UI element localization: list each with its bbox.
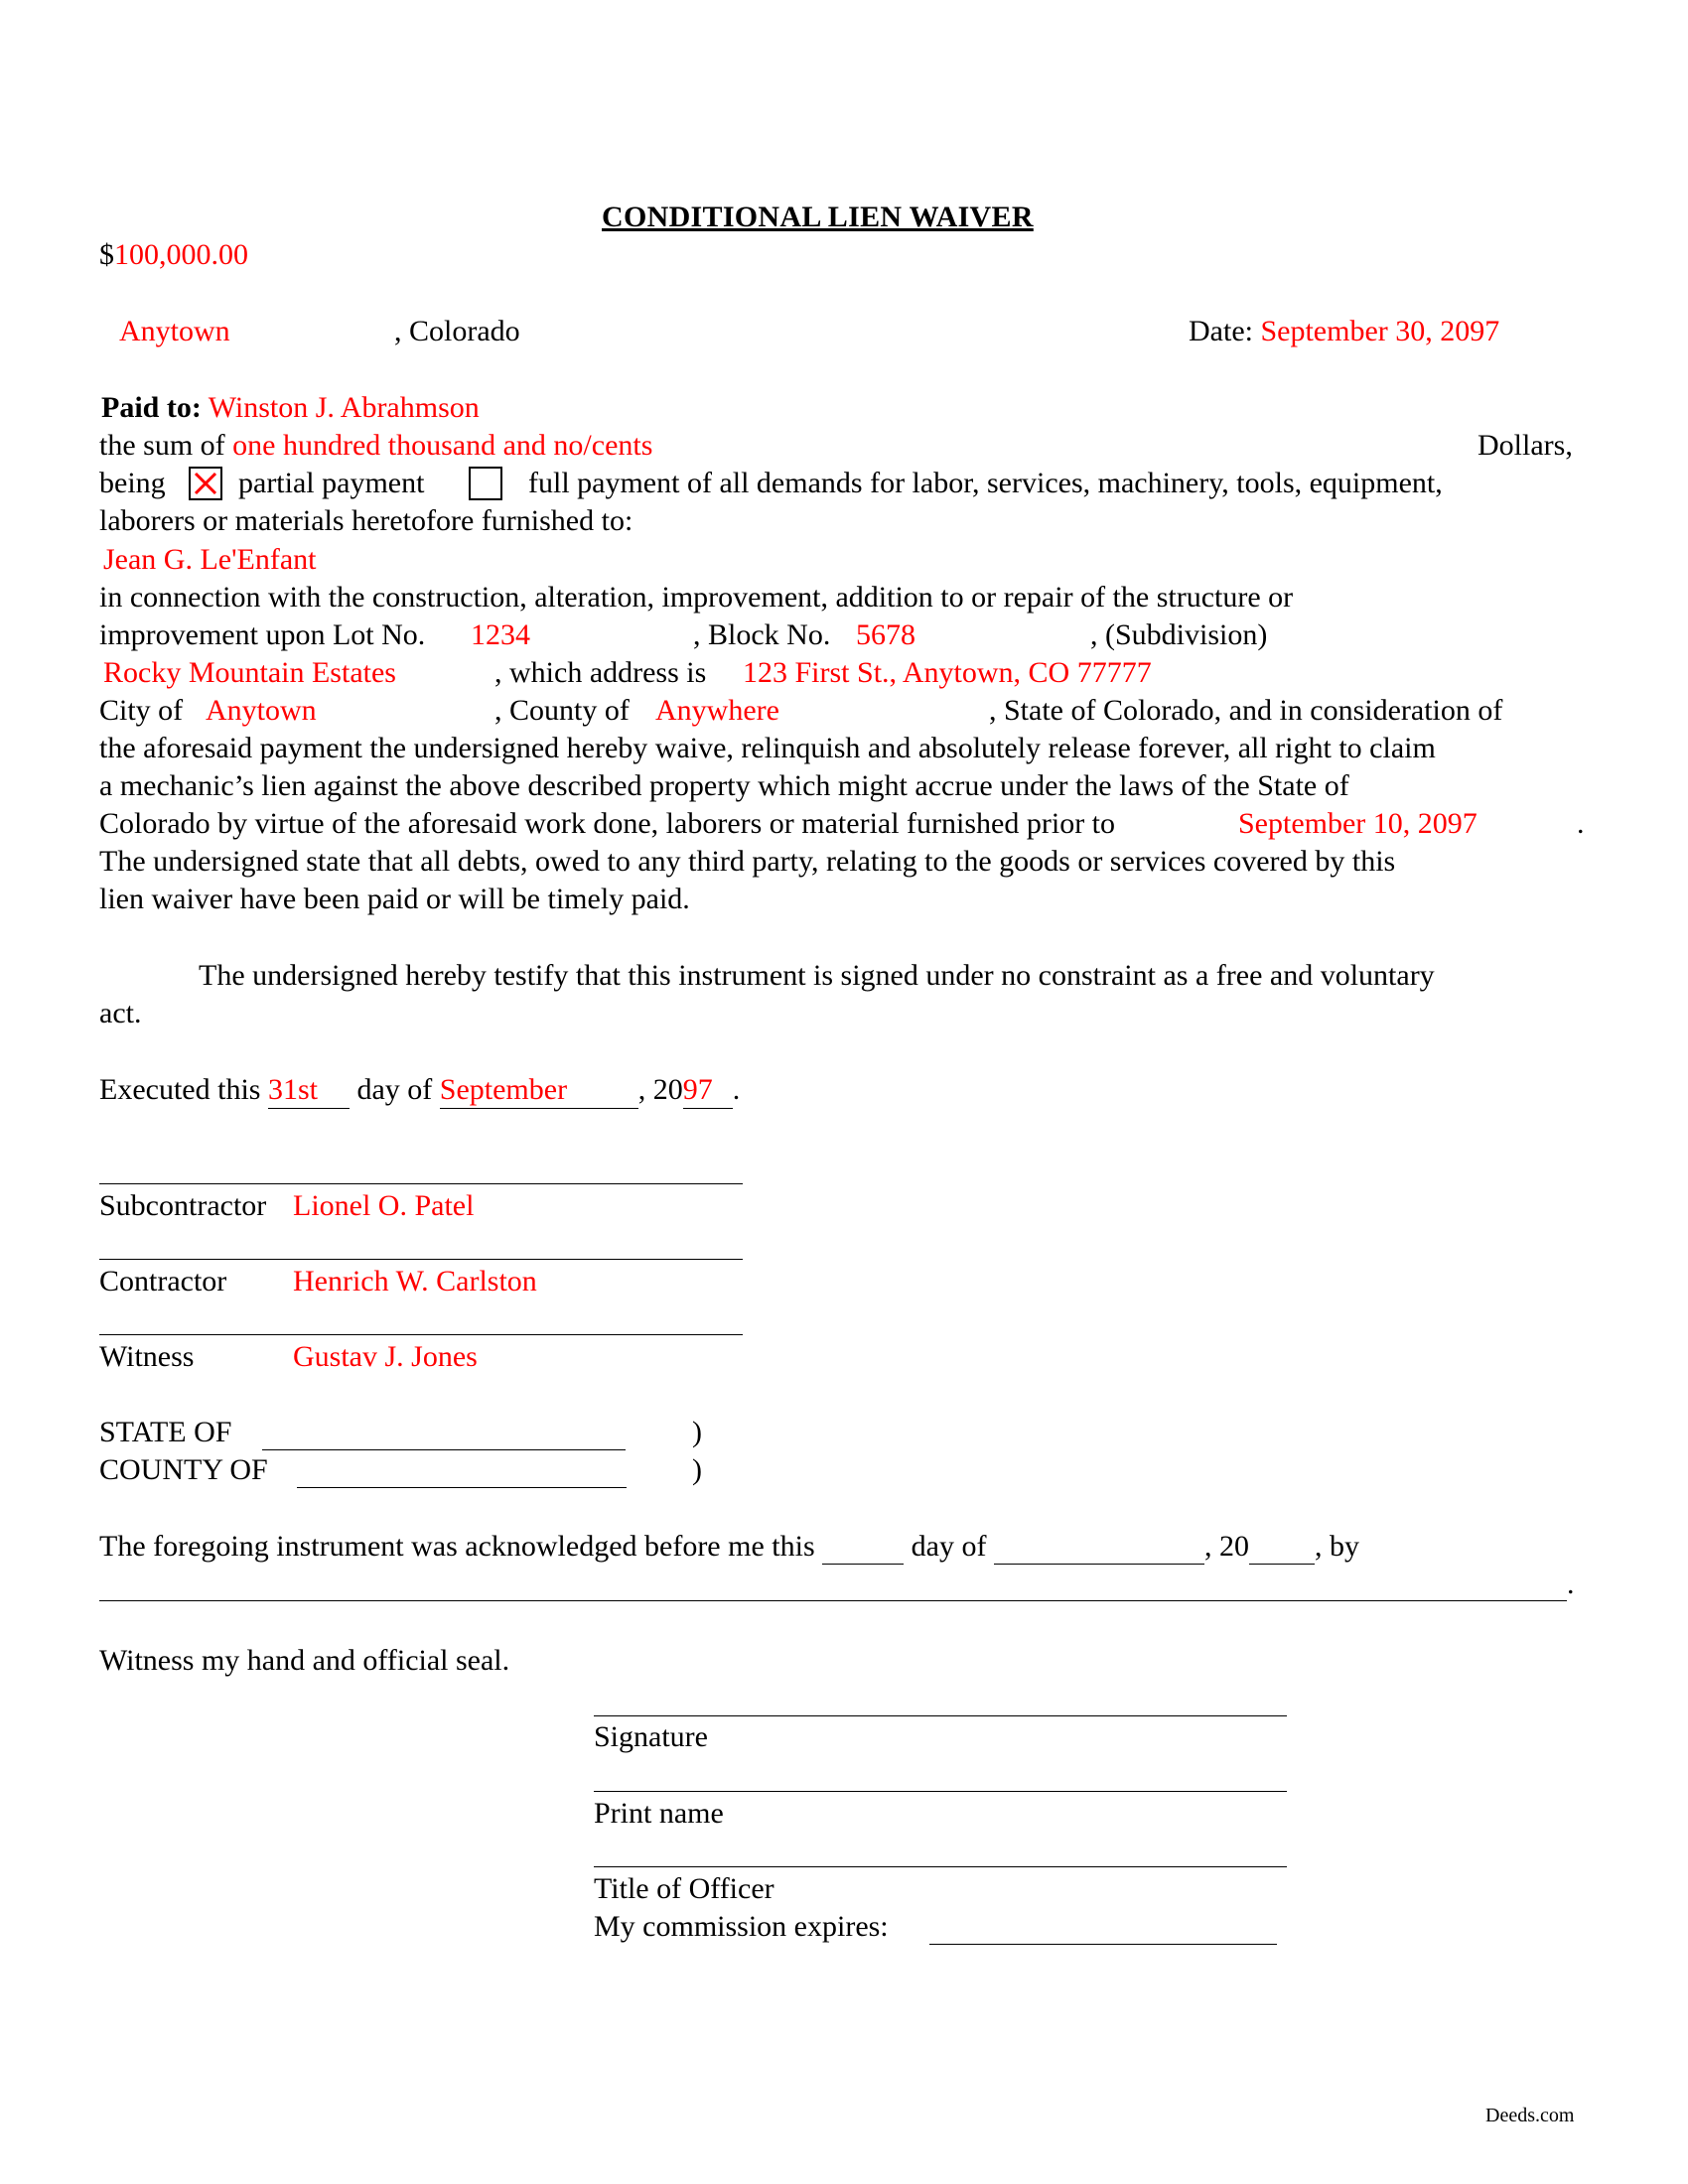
furnished-to-name: Jean G. Le'Enfant: [103, 543, 317, 576]
debts-line-2: lien waiver have been paid or will be timely paid.: [99, 883, 690, 915]
county-value: Anywhere: [655, 694, 779, 727]
testify-line-1: The undersigned hereby testify that this instrument is signed under no constraint as a free and voluntary: [199, 959, 1435, 992]
ack-by: , by: [1314, 1530, 1359, 1563]
paid-to-value: Winston J. Abrahmson: [208, 391, 480, 424]
executed-day: 31st: [268, 1073, 350, 1109]
sum-line: [99, 429, 652, 464]
subcontractor-role: Subcontractor: [99, 1189, 267, 1222]
city-value: Anytown: [206, 694, 317, 727]
testify-line-2: act.: [99, 997, 142, 1029]
lot-number: 1234: [471, 618, 530, 651]
executed-year: 97: [683, 1073, 733, 1109]
subdivision-label: , (Subdivision): [1090, 618, 1268, 651]
dollar-sign: $: [99, 238, 114, 271]
ack-line: [99, 1530, 1359, 1565]
executed-year-prefix: , 20: [637, 1073, 683, 1106]
notary-county-label: COUNTY OF: [99, 1453, 268, 1486]
notary-signature-line[interactable]: [594, 1715, 1287, 1716]
contractor-name: Henrich W. Carlston: [293, 1265, 537, 1297]
commission-label: My commission expires:: [594, 1910, 889, 1943]
paid-to-line: [101, 391, 480, 426]
footer-brand: Deeds.com: [1485, 2105, 1575, 2126]
sum-prefix: the sum of: [99, 429, 225, 462]
ack-day-blank[interactable]: [822, 1534, 904, 1565]
sum-value: one hundred thousand and no/cents: [232, 429, 653, 462]
block-number: 5678: [856, 618, 915, 651]
property-address: 123 First St., Anytown, CO 77777: [743, 656, 1152, 689]
body-line-2: a mechanic’s lien against the above described property which might accrue under the laws of the State of: [99, 769, 1349, 802]
location-state: , Colorado: [394, 315, 520, 347]
prior-text: Colorado by virtue of the aforesaid work done, laborers or material furnished prior to: [99, 807, 1116, 840]
witness-role: Witness: [99, 1340, 195, 1373]
amount-line: [99, 238, 248, 273]
subcontractor-name: Lionel O. Patel: [293, 1189, 475, 1222]
amount-value: 100,000.00: [114, 238, 248, 271]
connection-line: in connection with the construction, alteration, improvement, addition to or repair of the structure or: [99, 581, 1294, 614]
address-label: , which address is: [494, 656, 707, 689]
contractor-role: Contractor: [99, 1265, 227, 1297]
notary-print-name-line[interactable]: [594, 1791, 1287, 1792]
ack-day-of: day of: [911, 1530, 987, 1563]
notary-county-blank[interactable]: [297, 1487, 627, 1488]
print-name-label: Print name: [594, 1797, 724, 1830]
paid-to-label: Paid to:: [101, 391, 202, 424]
executed-day-of: day of: [356, 1073, 433, 1106]
commission-blank[interactable]: [929, 1944, 1277, 1945]
notary-title-line[interactable]: [594, 1866, 1287, 1867]
ack-end: .: [1567, 1568, 1575, 1600]
debts-line-1: The undersigned state that all debts, owed to any third party, relating to the goods or services covered by this: [99, 845, 1396, 878]
executed-line: [99, 1073, 740, 1109]
being-label: being: [99, 467, 166, 499]
prior-date: September 10, 2097: [1238, 807, 1477, 840]
ack-year-prefix: , 20: [1203, 1530, 1249, 1563]
state-consideration: , State of Colorado, and in consideration of: [989, 694, 1503, 727]
date-value: September 30, 2097: [1260, 315, 1500, 347]
county-label: , County of: [494, 694, 630, 727]
partial-payment-label: partial payment: [238, 467, 425, 499]
prior-end: .: [1577, 807, 1585, 840]
document-title: CONDITIONAL LIEN WAIVER: [602, 201, 1034, 233]
subcontractor-signature-line[interactable]: [99, 1183, 743, 1184]
partial-payment-checkbox[interactable]: [189, 467, 222, 500]
executed-month: September: [440, 1073, 638, 1109]
ack-year-blank[interactable]: [1249, 1534, 1315, 1565]
witness-signature-line[interactable]: [99, 1334, 743, 1335]
witness-seal-text: Witness my hand and official seal.: [99, 1644, 510, 1677]
executed-end: .: [732, 1073, 741, 1106]
body-line-1: the aforesaid payment the undersigned hereby waive, relinquish and absolutely release forever, all right to claim: [99, 732, 1436, 764]
subdivision-name: Rocky Mountain Estates: [103, 656, 396, 689]
title-of-officer-label: Title of Officer: [594, 1872, 774, 1905]
notary-state-paren: ): [692, 1416, 702, 1448]
executed-prefix: Executed this: [99, 1073, 261, 1106]
ack-month-blank[interactable]: [994, 1534, 1204, 1565]
block-label: , Block No.: [693, 618, 831, 651]
ack-prefix: The foregoing instrument was acknowledged before me this: [99, 1530, 815, 1563]
notary-state-blank[interactable]: [262, 1449, 626, 1450]
witness-name: Gustav J. Jones: [293, 1340, 478, 1373]
notary-state-label: STATE OF: [99, 1416, 232, 1448]
lot-prefix: improvement upon Lot No.: [99, 618, 426, 651]
full-payment-label: full payment of all demands for labor, services, machinery, tools, equipment,: [528, 467, 1443, 499]
city-label: City of: [99, 694, 184, 727]
location-city: Anytown: [119, 315, 230, 347]
ack-name-blank[interactable]: [99, 1600, 1567, 1601]
date-line: [1189, 315, 1499, 349]
checked-x-icon: [194, 472, 217, 495]
contractor-signature-line[interactable]: [99, 1259, 743, 1260]
date-label: Date:: [1189, 315, 1253, 347]
signature-label: Signature: [594, 1720, 708, 1753]
furnished-line: laborers or materials heretofore furnished to:: [99, 504, 633, 537]
full-payment-checkbox[interactable]: [469, 467, 502, 500]
dollars-label: Dollars,: [1477, 429, 1573, 462]
notary-county-paren: ): [692, 1453, 702, 1486]
